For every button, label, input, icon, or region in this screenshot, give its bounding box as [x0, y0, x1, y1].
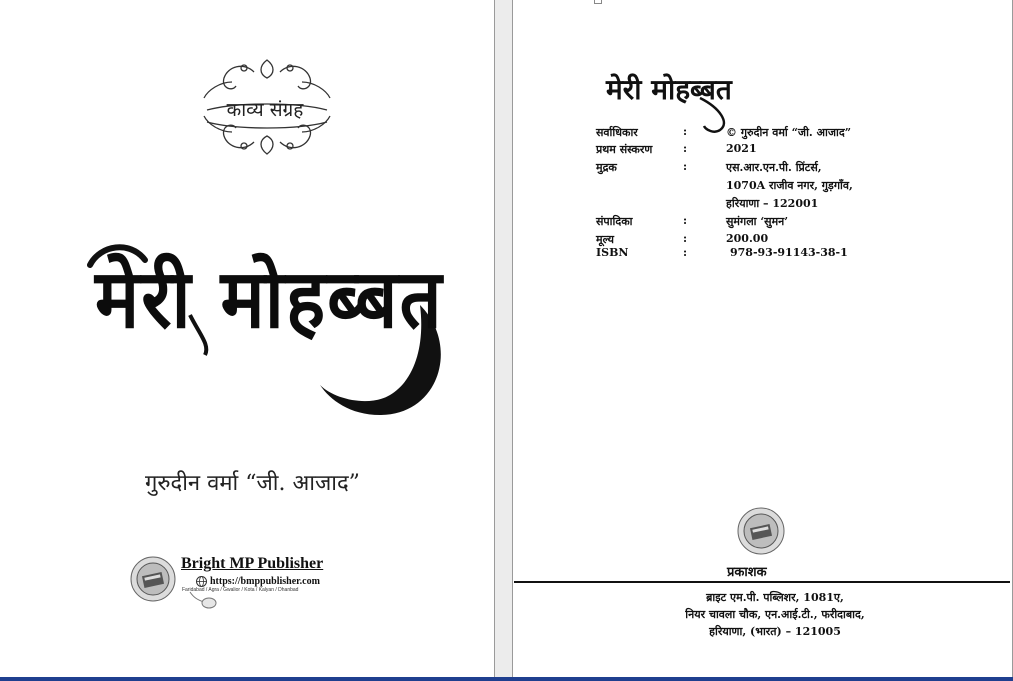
globe-icon [196, 576, 207, 587]
publisher-name: Bright MP Publisher [181, 555, 324, 572]
address-line: नियर चावला चौक, एन.आई.टी., फरीदाबाद, [685, 608, 865, 621]
publisher-heading: प्रकाशक [727, 565, 767, 580]
inner-title: मेरी मोहब्बत [606, 73, 732, 106]
divider [514, 581, 1010, 583]
publisher-website[interactable]: https://bmppublisher.com [210, 576, 320, 587]
page-gutter [494, 0, 512, 677]
publisher-cities: Faridabad / Agra / Gwalior / Kota / Kalyan / Dhanbad [182, 587, 299, 593]
publisher-address [640, 589, 910, 640]
tagline: काव्य संग्रह [226, 99, 304, 121]
mouse-icon [188, 588, 218, 610]
publisher-logo-icon [737, 507, 785, 555]
window-bottom-bar [0, 677, 1013, 681]
publisher-logo-icon [130, 556, 176, 602]
book-title: मेरी मोहब्बत [95, 252, 444, 347]
author-name: गुरुदीन वर्मा “जी. आजाद” [145, 471, 360, 496]
address-line: हरियाणा, (भारत) – 121005 [709, 625, 841, 638]
address-line: ब्राइट एम.पी. पब्लिशर, 1081ए, [706, 591, 844, 604]
page-marker [594, 0, 602, 4]
